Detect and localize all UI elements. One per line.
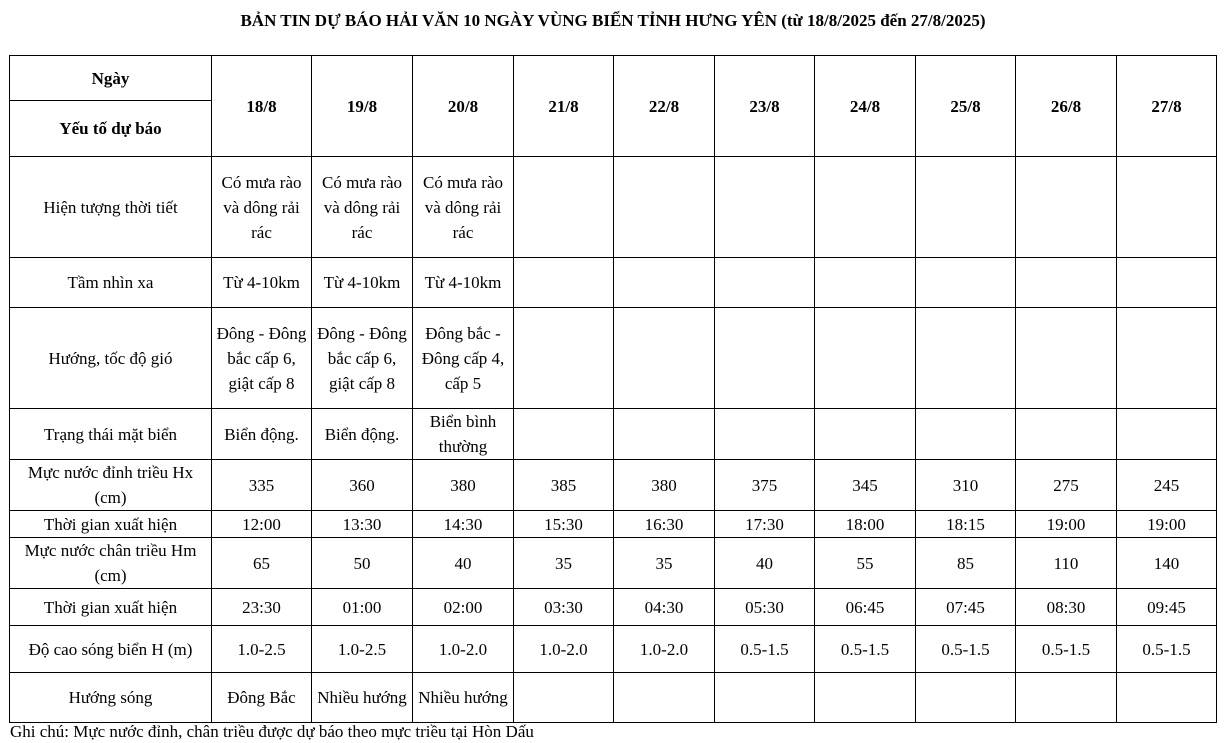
value-cell: 15:30 (514, 511, 614, 538)
date-cell: 25/8 (916, 56, 1016, 157)
value-cell (1117, 258, 1217, 308)
value-cell (916, 409, 1016, 460)
date-cell: 22/8 (614, 56, 715, 157)
table-row (10, 538, 1217, 589)
value-cell: 04:30 (614, 589, 715, 626)
value-cell: 140 (1117, 538, 1217, 589)
value-cell: 18:00 (815, 511, 916, 538)
value-cell: 245 (1117, 460, 1217, 511)
value-cell: Đông bắc - Đông cấp 4, cấp 5 (413, 308, 514, 409)
value-cell: 0.5-1.5 (815, 626, 916, 673)
value-cell: Từ 4-10km (413, 258, 514, 308)
row-label: Tầm nhìn xa (10, 258, 212, 308)
value-cell: 0.5-1.5 (715, 626, 815, 673)
value-cell (815, 409, 916, 460)
value-cell (614, 157, 715, 258)
header-factor-label: Yếu tố dự báo (10, 101, 212, 157)
row-label: Mực nước đỉnh triều Hx (cm) (10, 460, 212, 511)
value-cell (1016, 157, 1117, 258)
value-cell (514, 258, 614, 308)
value-cell: 40 (715, 538, 815, 589)
value-cell: 03:30 (514, 589, 614, 626)
header-day-label: Ngày (10, 56, 212, 101)
row-label: Trạng thái mặt biển (10, 409, 212, 460)
value-cell (715, 409, 815, 460)
date-cell: 26/8 (1016, 56, 1117, 157)
value-cell (815, 308, 916, 409)
row-label: Hướng, tốc độ gió (10, 308, 212, 409)
value-cell (1117, 308, 1217, 409)
row-label: Hiện tượng thời tiết (10, 157, 212, 258)
value-cell: Có mưa rào và dông rải rác (212, 157, 312, 258)
value-cell: 08:30 (1016, 589, 1117, 626)
value-cell: 50 (312, 538, 413, 589)
value-cell: 16:30 (614, 511, 715, 538)
value-cell: Từ 4-10km (312, 258, 413, 308)
value-cell: 1.0-2.5 (312, 626, 413, 673)
date-cell: 18/8 (212, 56, 312, 157)
value-cell (916, 308, 1016, 409)
value-cell (1117, 409, 1217, 460)
value-cell: 335 (212, 460, 312, 511)
value-cell (1016, 258, 1117, 308)
value-cell: 1.0-2.5 (212, 626, 312, 673)
value-cell (916, 258, 1016, 308)
value-cell: 09:45 (1117, 589, 1217, 626)
value-cell: 360 (312, 460, 413, 511)
value-cell: 17:30 (715, 511, 815, 538)
date-cell: 21/8 (514, 56, 614, 157)
value-cell (916, 157, 1016, 258)
value-cell (1117, 673, 1217, 723)
value-cell: 01:00 (312, 589, 413, 626)
row-label: Hướng sóng (10, 673, 212, 723)
value-cell: 0.5-1.5 (916, 626, 1016, 673)
value-cell (614, 409, 715, 460)
date-cell: 19/8 (312, 56, 413, 157)
value-cell: 13:30 (312, 511, 413, 538)
row-label: Mực nước chân triều Hm (cm) (10, 538, 212, 589)
date-cell: 27/8 (1117, 56, 1217, 157)
row-label: Thời gian xuất hiện (10, 511, 212, 538)
footnote: Ghi chú: Mực nước đỉnh, chân triều được dự báo theo mực triều tại Hòn Dấu (10, 722, 534, 741)
value-cell: 110 (1016, 538, 1117, 589)
value-cell: 275 (1016, 460, 1117, 511)
value-cell: 0.5-1.5 (1016, 626, 1117, 673)
value-cell (1016, 308, 1117, 409)
date-cell: 23/8 (715, 56, 815, 157)
value-cell (815, 157, 916, 258)
value-cell: 345 (815, 460, 916, 511)
value-cell: Có mưa rào và dông rải rác (312, 157, 413, 258)
value-cell: 19:00 (1117, 511, 1217, 538)
value-cell (1117, 157, 1217, 258)
value-cell: Từ 4-10km (212, 258, 312, 308)
table-row (10, 409, 1217, 460)
value-cell: Biển động. (212, 409, 312, 460)
value-cell: Nhiều hướng (312, 673, 413, 723)
value-cell: 1.0-2.0 (514, 626, 614, 673)
table-row (10, 511, 1217, 538)
value-cell: Đông - Đông bắc cấp 6, giật cấp 8 (212, 308, 312, 409)
value-cell (614, 258, 715, 308)
value-cell: Biển bình thường (413, 409, 514, 460)
value-cell: 385 (514, 460, 614, 511)
value-cell: 1.0-2.0 (614, 626, 715, 673)
table-row (10, 589, 1217, 626)
value-cell (614, 308, 715, 409)
value-cell: 19:00 (1016, 511, 1117, 538)
table-row (10, 626, 1217, 673)
value-cell: Đông - Đông bắc cấp 6, giật cấp 8 (312, 308, 413, 409)
value-cell (514, 673, 614, 723)
value-cell (614, 673, 715, 723)
date-cell: 20/8 (413, 56, 514, 157)
value-cell: 12:00 (212, 511, 312, 538)
value-cell: 65 (212, 538, 312, 589)
row-label: Thời gian xuất hiện (10, 589, 212, 626)
value-cell: 1.0-2.0 (413, 626, 514, 673)
table-row (10, 258, 1217, 308)
value-cell (916, 673, 1016, 723)
value-cell: 35 (614, 538, 715, 589)
value-cell (815, 258, 916, 308)
value-cell (815, 673, 916, 723)
value-cell (715, 258, 815, 308)
value-cell: Có mưa rào và dông rải rác (413, 157, 514, 258)
value-cell (715, 673, 815, 723)
table-row (10, 673, 1217, 723)
forecast-table (9, 55, 1217, 723)
value-cell: 380 (614, 460, 715, 511)
value-cell: 0.5-1.5 (1117, 626, 1217, 673)
value-cell: 35 (514, 538, 614, 589)
table-row (10, 157, 1217, 258)
bulletin-title: BẢN TIN DỰ BÁO HẢI VĂN 10 NGÀY VÙNG BIỂN TỈNH HƯNG YÊN (từ 18/8/2025 đến 27/8/2025) (240, 11, 986, 30)
table-row (10, 460, 1217, 511)
value-cell: 14:30 (413, 511, 514, 538)
value-cell: 310 (916, 460, 1016, 511)
value-cell: 07:45 (916, 589, 1016, 626)
value-cell: Nhiều hướng (413, 673, 514, 723)
value-cell (1016, 673, 1117, 723)
value-cell: 18:15 (916, 511, 1016, 538)
value-cell (715, 157, 815, 258)
row-label: Độ cao sóng biển H (m) (10, 626, 212, 673)
value-cell: 85 (916, 538, 1016, 589)
value-cell (514, 157, 614, 258)
date-cell: 24/8 (815, 56, 916, 157)
value-cell: 40 (413, 538, 514, 589)
forecast-table-body (10, 56, 1217, 723)
value-cell: 380 (413, 460, 514, 511)
header-row-day (10, 56, 1217, 101)
value-cell: 05:30 (715, 589, 815, 626)
value-cell: 06:45 (815, 589, 916, 626)
value-cell: 375 (715, 460, 815, 511)
value-cell: 23:30 (212, 589, 312, 626)
table-row (10, 308, 1217, 409)
value-cell: 02:00 (413, 589, 514, 626)
value-cell (514, 409, 614, 460)
value-cell: 55 (815, 538, 916, 589)
value-cell (715, 308, 815, 409)
value-cell (514, 308, 614, 409)
value-cell: Đông Bắc (212, 673, 312, 723)
value-cell (1016, 409, 1117, 460)
value-cell: Biển động. (312, 409, 413, 460)
